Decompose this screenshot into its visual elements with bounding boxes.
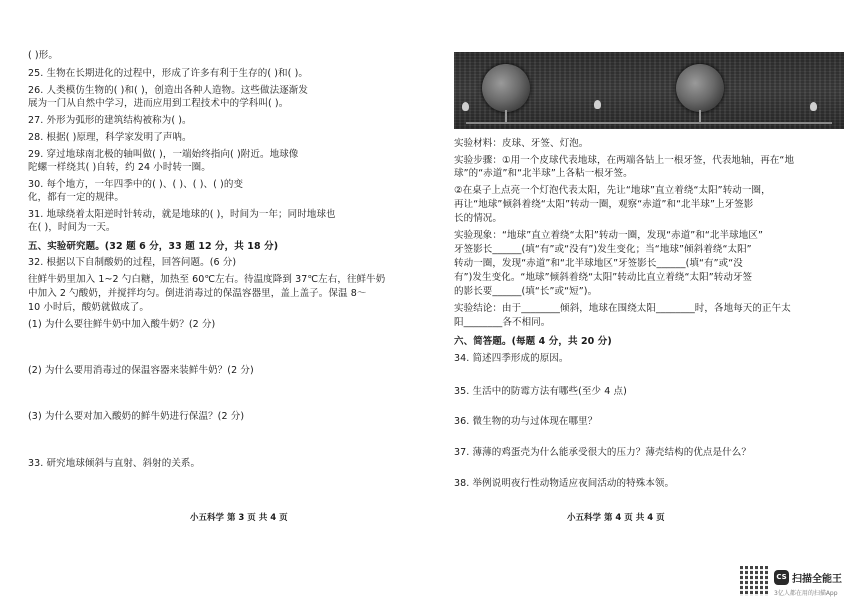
q26-line2: 展为一门从自然中学习，进而应用到工程技术中的学科叫( )。: [28, 98, 289, 109]
experiment-steps-line3: ②在桌子上点亮一个灯泡代表太阳，先让“地球”直立着绕“太阳”转动一圈，: [454, 185, 771, 196]
page-footer-right: 小五科学 第 4 页 共 4 页: [567, 513, 665, 523]
q32-sub2: (2) 为什么要用消毒过的保温容器来装鲜牛奶？(2 分): [28, 365, 254, 376]
q32-text-line3: 10 小时后，酸奶就做成了。: [28, 302, 150, 313]
q38: 38. 举例说明夜行性动物适应夜间活动的特殊本领。: [454, 478, 675, 489]
q32-text-line2: 中加入 2 勺酸奶，并搅拌均匀。倒进消毒过的保温容器里，盖上盖子。保温 8～: [28, 288, 367, 299]
q28: 28. 根据( )原理，科学家发明了声呐。: [28, 132, 192, 143]
q35: 35. 生活中的防霉方法有哪些(至少 4 点): [454, 386, 627, 397]
q29-line2: 陀螺一样绕其( )自转，约 24 小时转一圈。: [28, 162, 211, 173]
experiment-steps-line4: 再让“地球”倾斜着绕“太阳”转动一圈，观察“赤道”和“北半球”上牙签影: [454, 199, 754, 210]
app-name: 扫描全能王: [792, 574, 842, 585]
experiment-phenomena-line5: 的影长要______(填“长”或“短”)。: [454, 286, 598, 297]
q32-sub3: (3) 为什么要对加入酸奶的鲜牛奶进行保温？(2 分): [28, 411, 245, 422]
scanner-watermark: [740, 566, 852, 600]
experiment-photo: [454, 52, 844, 129]
globe-upright-image: [482, 64, 530, 112]
q30-line1: 30. 每个地方，一年四季中的( )、( )、( )、( )的变: [28, 179, 244, 190]
experiment-materials: 实验材料：皮球、牙签、灯泡。: [454, 138, 589, 149]
q33: 33. 研究地球倾斜与直射、斜射的关系。: [28, 458, 201, 469]
q32-sub1: (1) 为什么要往鲜牛奶中加入酸牛奶？(2 分): [28, 319, 216, 330]
experiment-conclusion-line1: 实验结论：由于________倾斜，地球在围绕太阳________时，各地每天的正午太: [454, 303, 791, 314]
q34: 34. 简述四季形成的原因。: [454, 353, 569, 364]
q24-continuation: ( )形。: [28, 50, 58, 61]
experiment-steps-line5: 长的情况。: [454, 213, 503, 224]
experiment-phenomena-line4: 有”)发生变化。“地球”倾斜着绕“太阳”转动比直立着绕“太阳”转动牙签: [454, 272, 753, 283]
q29-line1: 29. 穿过地球南北极的轴叫做( )，一端始终指向( )附近。地球像: [28, 149, 299, 160]
experiment-phenomena-line3: 转动一圈，发现“赤道”和“北半球地区”牙签影长______(填“有”或“没: [454, 258, 743, 269]
globe-tilted-image: [676, 64, 724, 112]
experiment-steps-line1: 实验步骤：①用一个皮球代表地球，在两端各钻上一根牙签，代表地轴，再在“地: [454, 155, 795, 166]
q31-line1: 31. 地球绕着太阳逆时针转动，就是地球的( )，时间为一年；同时地球也: [28, 209, 336, 220]
q30-line2: 化，都有一定的规律。: [28, 192, 125, 203]
q26-line1: 26. 人类模仿生物的( )和( )，创造出各种人造物。这些做法逐渐发: [28, 85, 308, 96]
page-footer-left: 小五科学 第 3 页 共 4 页: [190, 513, 288, 523]
q32: 32. 根据以下自制酸奶的过程，回答问题。(6 分): [28, 257, 237, 268]
bulb-image: [462, 102, 469, 111]
q37: 37. 薄薄的鸡蛋壳为什么能承受很大的压力？薄壳结构的优点是什么？: [454, 447, 751, 458]
experiment-conclusion-line2: 阳________各不相同。: [454, 317, 551, 328]
experiment-phenomena-line1: 实验现象：“地球”直立着绕“太阳”转动一圈，发现“赤道”和“北半球地区”: [454, 230, 763, 241]
q27: 27. 外形为弧形的建筑结构被称为( )。: [28, 115, 192, 126]
app-slogan: 3亿人都在用的扫描App: [774, 590, 838, 597]
camscanner-logo-icon: CS: [774, 570, 789, 585]
section-6-heading: 六、简答题。(每题 4 分，共 20 分): [454, 336, 612, 347]
q32-text-line1: 往鲜牛奶里加入 1~2 勺白糖，加热至 60℃左右。待温度降到 37℃左右，往鲜牛奶: [28, 274, 386, 285]
experiment-phenomena-line2: 牙签影长______(填“有”或“没有”)发生变化；当“地球”倾斜着绕“太阳”: [454, 244, 752, 255]
q36: 36. 微生物的功与过体现在哪里？: [454, 416, 598, 427]
qr-code-icon: [740, 566, 770, 596]
experiment-steps-line2: 球”的“赤道”和“北半球”上各粘一根牙签。: [454, 168, 633, 179]
q25: 25. 生物在长期进化的过程中，形成了许多有利于生存的( )和( )。: [28, 68, 308, 79]
q31-line2: 在( )，时间为一天。: [28, 222, 116, 233]
right-page: [430, 0, 860, 608]
section-5-heading: 五、实验研究题。(32 题 6 分，33 题 12 分，共 18 分): [28, 241, 279, 252]
